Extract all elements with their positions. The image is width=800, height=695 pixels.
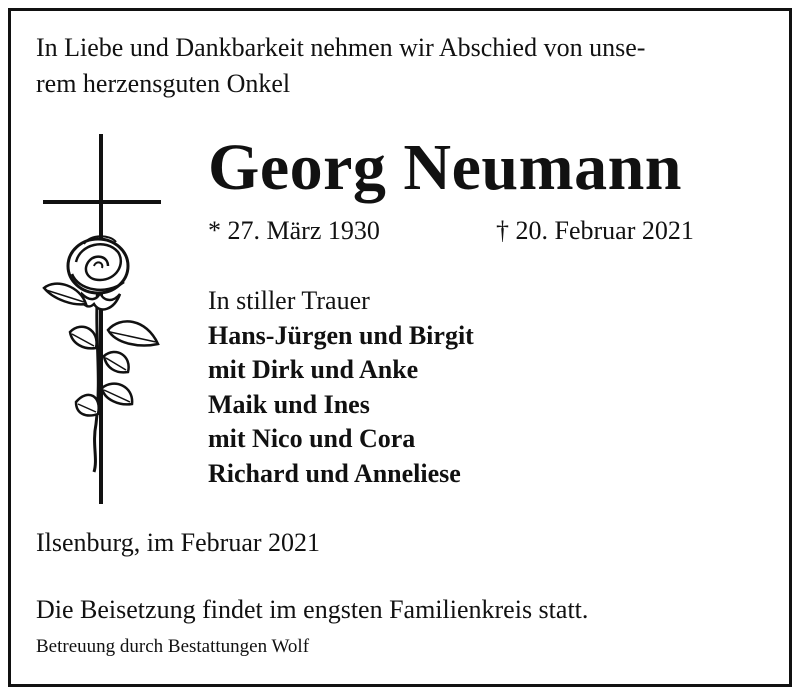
intro-line-1: In Liebe und Dankbarkeit nehmen wir Abschied von unse- [36, 33, 646, 62]
rose-bloom [68, 236, 128, 293]
mourner-line: Hans-Jürgen und Birgit [208, 320, 474, 350]
birth-date: * 27. März 1930 [208, 216, 380, 245]
mourner-line: mit Nico und Cora [208, 424, 416, 453]
death-date: † 20. Februar 2021 [496, 216, 694, 245]
intro-line-2: rem herzensguten Onkel [36, 69, 291, 98]
mourner-line: Richard und Anneliese [208, 458, 461, 488]
mourners-heading: In stiller Trauer [208, 286, 370, 315]
rose-sepals [82, 292, 120, 309]
cross-horizontal-beam [43, 200, 161, 204]
burial-note: Die Beisetzung findet im engsten Familienkreis statt. [36, 595, 589, 624]
mourners-block [208, 284, 474, 491]
cross-with-rose-icon [36, 134, 168, 508]
place-date: Ilsenburg, im Februar 2021 [36, 528, 321, 557]
rose-stem [94, 284, 98, 472]
cross-vertical-beam [99, 134, 103, 504]
undertaker-credit: Betreuung durch Bestattungen Wolf [36, 636, 310, 657]
deceased-name: Georg Neumann [208, 131, 682, 204]
mourner-line: mit Dirk und Anke [208, 355, 419, 384]
mourner-line: Maik und Ines [208, 389, 370, 419]
intro-text [36, 30, 772, 102]
